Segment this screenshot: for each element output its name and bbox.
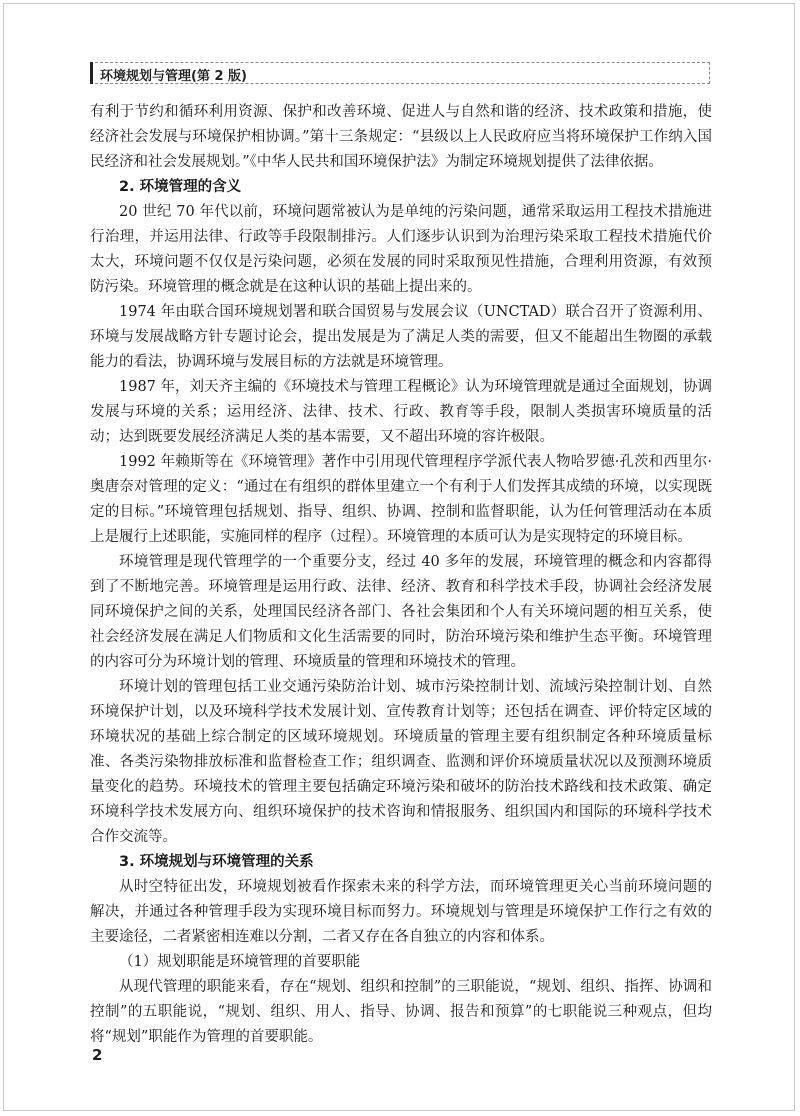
- subsection-heading: （1）规划职能是环境管理的首要职能: [119, 954, 361, 970]
- section-heading: 2. 环境管理的含义: [119, 179, 242, 195]
- paragraph: 环境管理是现代管理学的一个重要分支，经过 40 多年的发展，环境管理的概念和内容都得到了不断地完善。环境管理是运用行政、法律、经济、教育和科学技术手段，协调社会经济发展同环境保护之间的关系，处理国民经济各部门、各社会集团和个人有关环境问题的相互关系，使社会经济发展在满足人们物质和文化生活需要的同时，防治环境污染和维护生态平衡。环境管理的内容可分为环境计划的管理、环境质量的管理和环境技术的管理。: [90, 554, 712, 670]
- header-title: 环境规划与管理(第 2 版): [100, 69, 247, 84]
- section-heading: 3. 环境规划与环境管理的关系: [119, 854, 314, 870]
- paragraph: 有利于节约和循环利用资源、保护和改善环境、促进人与自然和谐的经济、技术政策和措施，使经济社会发展与环境保护相协调。”第十三条规定：“县级以上人民政府应当将环境保护工作纳入国民经济和社会发展规划。”《中华人民共和国环境保护法》为制定环境规划提供了法律依据。: [90, 104, 712, 170]
- running-header: [90, 62, 710, 84]
- paragraph: 1987 年，刘天齐主编的《环境技术与管理工程概论》认为环境管理就是通过全面规划，协调发展与环境的关系；运用经济、法律、技术、行政、教育等手段，限制人类损害环境质量的活动；达到既要发展经济满足人类的基本需要，又不超出环境的容许极限。: [90, 379, 712, 445]
- paragraph: 1992 年赖斯等在《环境管理》著作中引用现代管理程序学派代表人物哈罗德·孔茨和西里尔·奥唐奈对管理的定义：“通过在有组织的群体里建立一个有利于人们发挥其成绩的环境，以实现既定的目标。”环境管理包括规划、指导、组织、协调、控制和监督职能，认为任何管理活动在本质上是履行上述职能，实施同样的程序（过程）。环境管理的本质可认为是实现特定的环境目标。: [90, 454, 712, 545]
- body-text: [90, 100, 712, 1050]
- paragraph: 1974 年由联合国环境规划署和联合国贸易与发展会议（UNCTAD）联合召开了资源利用、环境与发展战略方针专题讨论会，提出发展是为了满足人类的需要，但又不能超出生物圈的承载能力的看法，协调环境与发展目标的方法就是环境管理。: [90, 304, 712, 370]
- paragraph: 20 世纪 70 年代以前，环境问题常被认为是单纯的污染问题，通常采取运用工程技术措施进行治理，并运用法律、行政等手段限制排污。人们逐步认识到为治理污染采取工程技术措施代价太大，环境问题不仅仅是污染问题，必须在发展的同时采取预见性措施，合理利用资源，有效预防污染。环境管理的概念就是在这种认识的基础上提出来的。: [90, 204, 712, 295]
- paragraph: 从时空特征出发，环境规划被看作探索未来的科学方法，而环境管理更关心当前环境问题的解决，并通过各种管理手段为实现环境目标而努力。环境规划与管理是环境保护工作行之有效的主要途径，二者紧密相连难以分割，二者又存在各自独立的内容和体系。: [90, 879, 712, 945]
- page-number: 2: [92, 1046, 103, 1064]
- paragraph: 从现代管理的职能来看，存在“规划、组织和控制”的三职能说，“规划、组织、指挥、协调和控制”的五职能说，“规划、组织、用人、指导、协调、报告和预算”的七职能说三种观点，但均将“规划”职能作为管理的首要职能。: [90, 979, 712, 1045]
- header-bar: [90, 62, 93, 84]
- paragraph: 环境计划的管理包括工业交通污染防治计划、城市污染控制计划、流域污染控制计划、自然环境保护计划，以及环境科学技术发展计划、宣传教育计划等；还包括在调查、评价特定区域的环境状况的基础上综合制定的区域环境规划。环境质量的管理主要有组织制定各种环境质量标准、各类污染物排放标准和监督检查工作；组织调查、监测和评价环境质量状况以及预测环境质量变化的趋势。环境技术的管理主要包括确定环境污染和破坏的防治技术路线和技术政策、确定环境科学技术发展方向、组织环境保护的技术咨询和情报服务、组织国内和国际的环境科学技术合作交流等。: [90, 679, 712, 845]
